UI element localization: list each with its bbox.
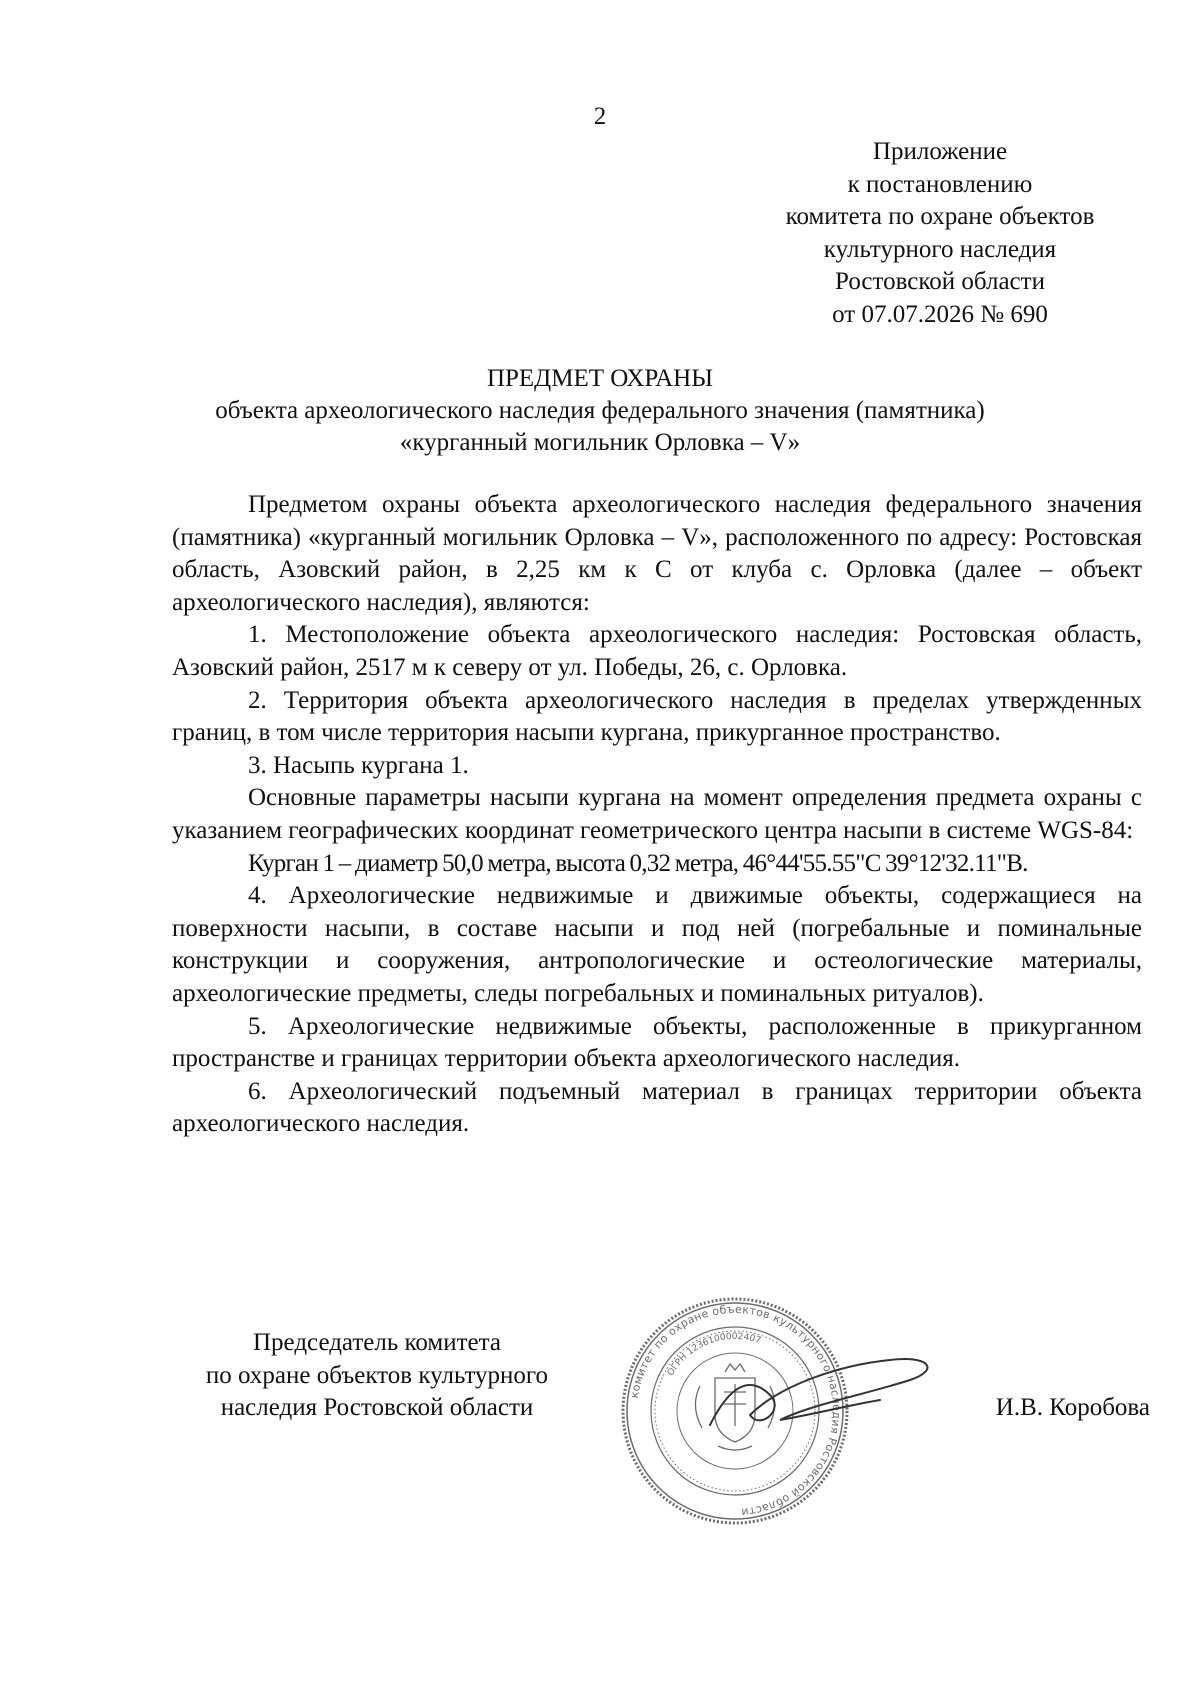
appendix-line: Приложение bbox=[872, 138, 1008, 165]
document-subtitle: «курганный могильник Орловка – V» bbox=[399, 429, 801, 456]
handwritten-signature bbox=[690, 1345, 950, 1465]
signatory-position-line: Председатель комитета bbox=[253, 1329, 501, 1356]
list-item-2: 2. Территория объекта археологического наследия в пределах утвержденных границ, в том числе территория насыпи кургана, прикурганное пространство. bbox=[172, 686, 1142, 747]
list-item-3: 3. Насыпь кургана 1. bbox=[248, 751, 469, 779]
appendix-date-number: от 07.07.2026 № 690 bbox=[832, 300, 1048, 328]
list-item-1: 1. Местоположение объекта археологического наследия: Ростовская область, Азовский район, 2517 м к северу от ул. Победы, 26, с. Орловка. bbox=[172, 621, 1142, 681]
signatory-position bbox=[172, 1327, 582, 1425]
list-item-5: 5. Археологические недвижимые объекты, расположенные в прикурганном пространстве и границах территории объекта археологического наследия. bbox=[172, 1012, 1142, 1073]
stamp-code-text: ОГРН 1236100002407 bbox=[665, 1331, 763, 1378]
document-subtitle: объекта археологического наследия федерального значения (памятника) bbox=[215, 397, 985, 424]
appendix-line: к постановлению bbox=[847, 170, 1033, 198]
body-paragraph: Предметом охраны объекта археологического наследия федерального значения (памятника) «курганный могильник Орловка – V», расположенного по адресу: Ростовская область, Азовский район, в 2,25 км к С от клуба с. Орловка (далее – объект археологического наследия), являются: bbox=[172, 491, 1142, 616]
appendix-header bbox=[740, 136, 1140, 332]
document-title-block bbox=[0, 363, 1200, 459]
list-item-6: 6. Археологический подъемный материал в границах территории объекта археологического наследия. bbox=[172, 1077, 1142, 1138]
body-paragraph: Основные параметры насыпи кургана на момент определения предмета охраны с указанием географических координат геометрического центра насыпи в системе WGS-84: bbox=[172, 784, 1142, 844]
appendix-line: культурного наследия bbox=[823, 235, 1057, 263]
appendix-line: Ростовской области bbox=[835, 268, 1045, 296]
signatory-position-line: по охране объектов культурного bbox=[205, 1361, 549, 1389]
signatory-name: И.В. Коробова bbox=[995, 1394, 1150, 1421]
signatory-position-line: наследия Ростовской области bbox=[220, 1394, 534, 1422]
document-body bbox=[172, 489, 1142, 1141]
stamp-outer-text: комитет по охране объектов культурного наследия Ростовской области bbox=[627, 1302, 844, 1519]
page-number: 2 bbox=[593, 103, 607, 130]
document-title: ПРЕДМЕТ ОХРАНЫ bbox=[486, 365, 714, 392]
list-item-4: 4. Археологические недвижимые и движимые объекты, содержащиеся на поверхности насыпи, в составе насыпи и под ней (погребальные и поминальные конструкции и сооружения, антропологические и остеологические материалы, археологические предметы, следы погребальных и поминальных ритуалов). bbox=[172, 882, 1142, 1007]
appendix-line: комитета по охране объектов bbox=[785, 203, 1095, 231]
kurgan-parameters: Курган 1 – диаметр 50,0 метра, высота 0,32 метра, 46°44'55.55"С 39°12'32.11"В. bbox=[248, 849, 1028, 877]
